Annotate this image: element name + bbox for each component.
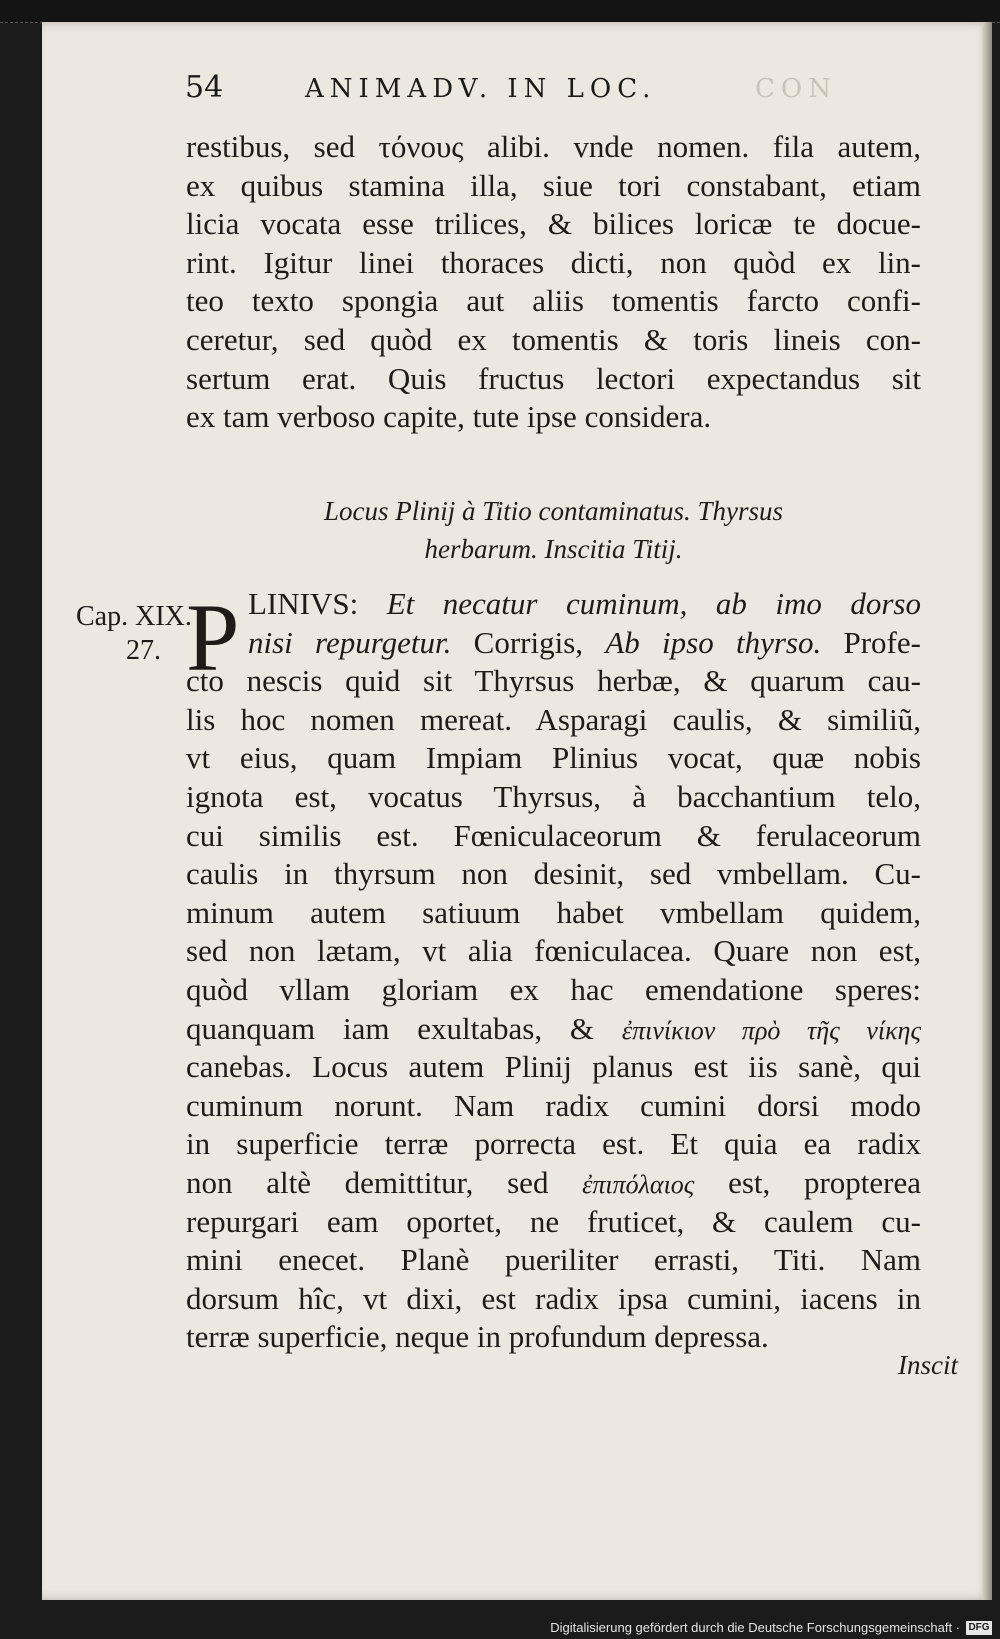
text-line: ceretur, sed quòd ex tomentis & toris lineis con- <box>186 321 921 357</box>
text-line: restibus, sed τόνους alibi. vnde nomen. fila autem, <box>186 129 921 164</box>
text-line: terræ superficie, neque in profundum depressa. <box>186 1319 769 1355</box>
text-line <box>186 1010 921 1049</box>
folio-number: 54 <box>185 70 224 105</box>
text-line: cui similis est. Fœniculaceorum & ferulaceorum <box>186 817 921 853</box>
text-line <box>186 624 921 663</box>
text-line: sed non lætam, vt alia fœniculacea. Quare non est, <box>186 933 921 969</box>
catchword: Inscit <box>898 1350 958 1380</box>
text-run: LINIVS: <box>248 586 387 621</box>
text-line: cuminum norunt. Nam radix cumini dorsi modo <box>186 1087 921 1123</box>
digitization-credit: Digitalisierung gefördert durch die Deutsche Forschungsgemeinschaft · <box>550 1620 960 1635</box>
dfg-logo: DFG <box>966 1621 992 1635</box>
text-line: sertum erat. Quis fructus lectori expectandus sit <box>186 360 921 396</box>
text-line: minum autem satiuum habet vmbellam quidem, <box>186 894 921 930</box>
text-line: quòd vllam gloriam ex hac emendatione speres: <box>186 971 921 1007</box>
text-line <box>186 585 921 624</box>
text-line: lis hoc nomen mereat. Asparagi caulis, & similiũ, <box>186 701 921 737</box>
chapter-reference: Cap. XIX. <box>76 601 192 632</box>
text-line: mini enecet. Planè pueriliter errasti, Titi. Nam <box>186 1242 921 1278</box>
chapter-number: 27. <box>126 635 161 666</box>
footer-bar <box>0 1600 1000 1639</box>
text-run: quanquam iam exultabas, & <box>186 1010 622 1046</box>
text-line: cto nescis quid sit Thyrsus herbæ, & quarum cau- <box>186 663 921 699</box>
drop-capital: P <box>186 584 240 691</box>
text-line: ignota est, vocatus Thyrsus, à bacchantium telo, <box>186 778 921 814</box>
text-line: caulis in thyrsum non desinit, sed vmbellam. Cu- <box>186 856 921 892</box>
section-heading <box>186 492 921 568</box>
text-line: teo texto spongia aut aliis tomentis farcto confi- <box>186 283 921 319</box>
scan-top-edge <box>0 0 1000 23</box>
text-line: ex quibus stamina illa, siue tori constabant, etiam <box>186 167 921 203</box>
text-line: ex tam verboso capite, tute ipse considera. <box>186 399 712 435</box>
paragraph-continued <box>186 128 921 437</box>
text-line: licia vocata esse trilices, & bilices loricæ te docue- <box>186 206 921 242</box>
text-line: repurgari eam oportet, ne fruticet, & caulem cu- <box>186 1203 921 1239</box>
text-line: dorsum hîc, vt dixi, est radix ipsa cumini, iacens in <box>186 1280 921 1316</box>
running-head <box>185 70 915 110</box>
text-line: rint. Igitur linei thoraces dicti, non quòd ex lin- <box>186 244 921 280</box>
text-line: vt eius, quam Impiam Plinius vocat, quæ nobis <box>186 740 921 776</box>
text-run: non altè demittitur, sed <box>186 1164 583 1200</box>
bleed-through-text: CON <box>755 74 837 104</box>
section-heading-line: herbarum. Inscitia Titij. <box>424 534 683 564</box>
page-gutter-shadow <box>982 22 992 1600</box>
text-line: canebas. Locus autem Plinij planus est iis sanè, qui <box>186 1049 921 1085</box>
greek-phrase: ἐπινίκιον πρὸ τῆς νίκης <box>621 1015 922 1045</box>
paragraph-main <box>186 585 921 1357</box>
text-run: Profe- <box>821 624 921 660</box>
quotation: nisi repurgetur. <box>248 624 452 660</box>
text-run: Corrigis, <box>451 624 606 660</box>
quotation: Et necatur cuminum, ab imo dorso <box>386 586 921 621</box>
quotation: Ab ipso thyrso. <box>605 624 822 660</box>
text-line: in superficie terræ porrecta est. Et quia ea radix <box>186 1126 921 1162</box>
text-line <box>186 1164 921 1203</box>
section-heading-line: Locus Plinij à Titio contaminatus. Thyrsus <box>323 496 784 526</box>
running-title: ANIMADV. IN LOC. <box>305 74 657 104</box>
text-run: est, propterea <box>694 1164 921 1200</box>
greek-word: ἐπιπόλαιος <box>582 1169 695 1199</box>
